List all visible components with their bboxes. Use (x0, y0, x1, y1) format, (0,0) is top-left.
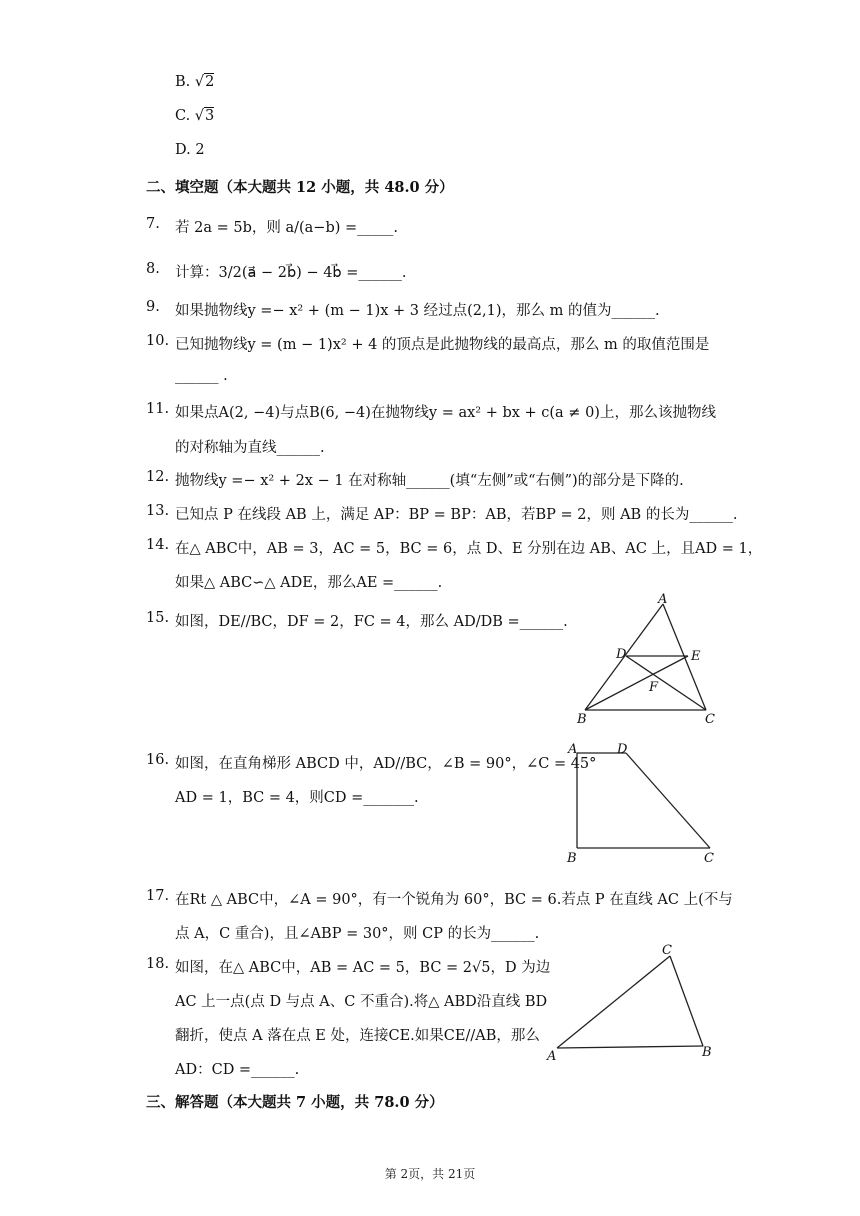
q16-text-line2: AD = 1，BC = 4，则CD =_______. (175, 790, 419, 806)
fig16-side-dc (626, 753, 710, 848)
sqrt-3: √3 (194, 108, 215, 124)
q17-text: 在Rt △ ABC中，∠A = 90°，有一个锐角为 60°，BC = 6.若点 P 在直线 AC 上(不与 (175, 892, 733, 908)
q15-number: 15. (146, 610, 170, 626)
option-b (175, 74, 214, 90)
q10-number: 10. (146, 333, 170, 349)
q11-number: 11. (146, 401, 170, 417)
fig16-label-b: B (567, 851, 577, 866)
section-answer-title: 三、解答题（本大题共 7 小题，共 78.0 分） (146, 1094, 444, 1111)
fig16-label-a: A (568, 742, 578, 757)
q15-text: 如图，DE//BC，DF = 2，FC = 4，那么 AD/DB =______. (175, 614, 568, 630)
q17-number: 17. (146, 888, 170, 904)
fig18-label-a: A (547, 1049, 557, 1064)
option-d: D. 2 (175, 142, 205, 158)
fig15-segment-dc (626, 656, 706, 710)
option-c (175, 108, 214, 124)
fig15-label-c: C (705, 712, 715, 727)
q14-text: 在△ ABC中，AB = 3，AC = 5，BC = 6，点 D、E 分别在边 AB、AC 上，且AD = 1， (175, 541, 763, 557)
fig18-label-b: B (702, 1045, 712, 1060)
figure-16-trapezoid (562, 738, 722, 868)
fig16-label-d: D (617, 742, 628, 757)
q13-text: 已知点 P 在线段 AB 上，满足 AP：BP = BP：AB，若BP = 2，则 AB 的长为______. (175, 507, 738, 523)
q10-text: 已知抛物线y = (m − 1)x² + 4 的顶点是此抛物线的最高点，那么 m 的取值范围是 (175, 337, 710, 353)
q12-number: 12. (146, 469, 170, 485)
fig15-label-a: A (658, 592, 668, 607)
figure-18-triangle (540, 938, 730, 1068)
fig15-label-b: B (577, 712, 587, 727)
q11-text: 如果点A(2, −4)与点B(6, −4)在抛物线y = ax² + bx + c(a ≠ 0)上，那么该抛物线 (175, 405, 716, 421)
fig18-side-ab (557, 1046, 703, 1048)
option-b-label: B. (175, 74, 191, 90)
q18-text: 如图，在△ ABC中，AB = AC = 5，BC = 2√5，D 为边 (175, 960, 551, 976)
fig16-label-c: C (704, 851, 714, 866)
fig15-label-e: E (691, 649, 701, 664)
page-footer: 第 2页，共 21页 (384, 1167, 476, 1181)
q17-text-line2: 点 A，C 重合)，且∠ABP = 30°，则 CP 的长为______. (175, 926, 540, 942)
q14-number: 14. (146, 537, 170, 553)
q12-text: 抛物线y =− x² + 2x − 1 在对称轴______(填“左侧”或“右侧”)的部分是下降的. (175, 473, 684, 489)
q10-text-line2: ______ . (175, 368, 228, 384)
q8-number: 8. (146, 261, 160, 277)
q18-text-line4: AD：CD =______. (175, 1062, 300, 1078)
q16-number: 16. (146, 752, 170, 768)
q18-text-line2: AC 上一点(点 D 与点 A、C 不重合).将△ ABD沿直线 BD (175, 994, 548, 1010)
figure-15-triangle (568, 590, 728, 730)
section-fill-title: 二、填空题（本大题共 12 小题，共 48.0 分） (146, 179, 454, 196)
fig18-side-ac (557, 956, 670, 1048)
fig15-label-f: F (649, 680, 659, 695)
q18-number: 18. (146, 956, 170, 972)
fig15-label-d: D (616, 647, 627, 662)
q13-number: 13. (146, 503, 170, 519)
q9-text: 如果抛物线y =− x² + (m − 1)x + 3 经过点(2,1)，那么 m 的值为______. (175, 303, 660, 319)
q14-text-line2: 如果△ ABC∽△ ADE，那么AE =______. (175, 575, 443, 591)
q9-number: 9. (146, 299, 160, 315)
sqrt-2: √2 (194, 74, 215, 90)
q7-text: 若 2a = 5b，则 a/(a−b) =_____. (175, 220, 399, 236)
fig15-segment-eb (585, 656, 688, 710)
q8-text: 计算：3/2(a⃗ − 2b⃗) − 4b⃗ =______. (175, 265, 407, 281)
fig18-label-c: C (662, 943, 672, 958)
q16-text: 如图，在直角梯形 ABCD 中，AD//BC，∠B = 90°，∠C = 45° (175, 756, 597, 772)
q7-number: 7. (146, 216, 160, 232)
q18-text-line3: 翻折，使点 A 落在点 E 处，连接CE.如果CE//AB，那么 (175, 1028, 540, 1044)
q11-text-line2: 的对称轴为直线______. (175, 440, 325, 456)
option-c-label: C. (175, 108, 191, 124)
fig18-side-cb (670, 956, 703, 1046)
